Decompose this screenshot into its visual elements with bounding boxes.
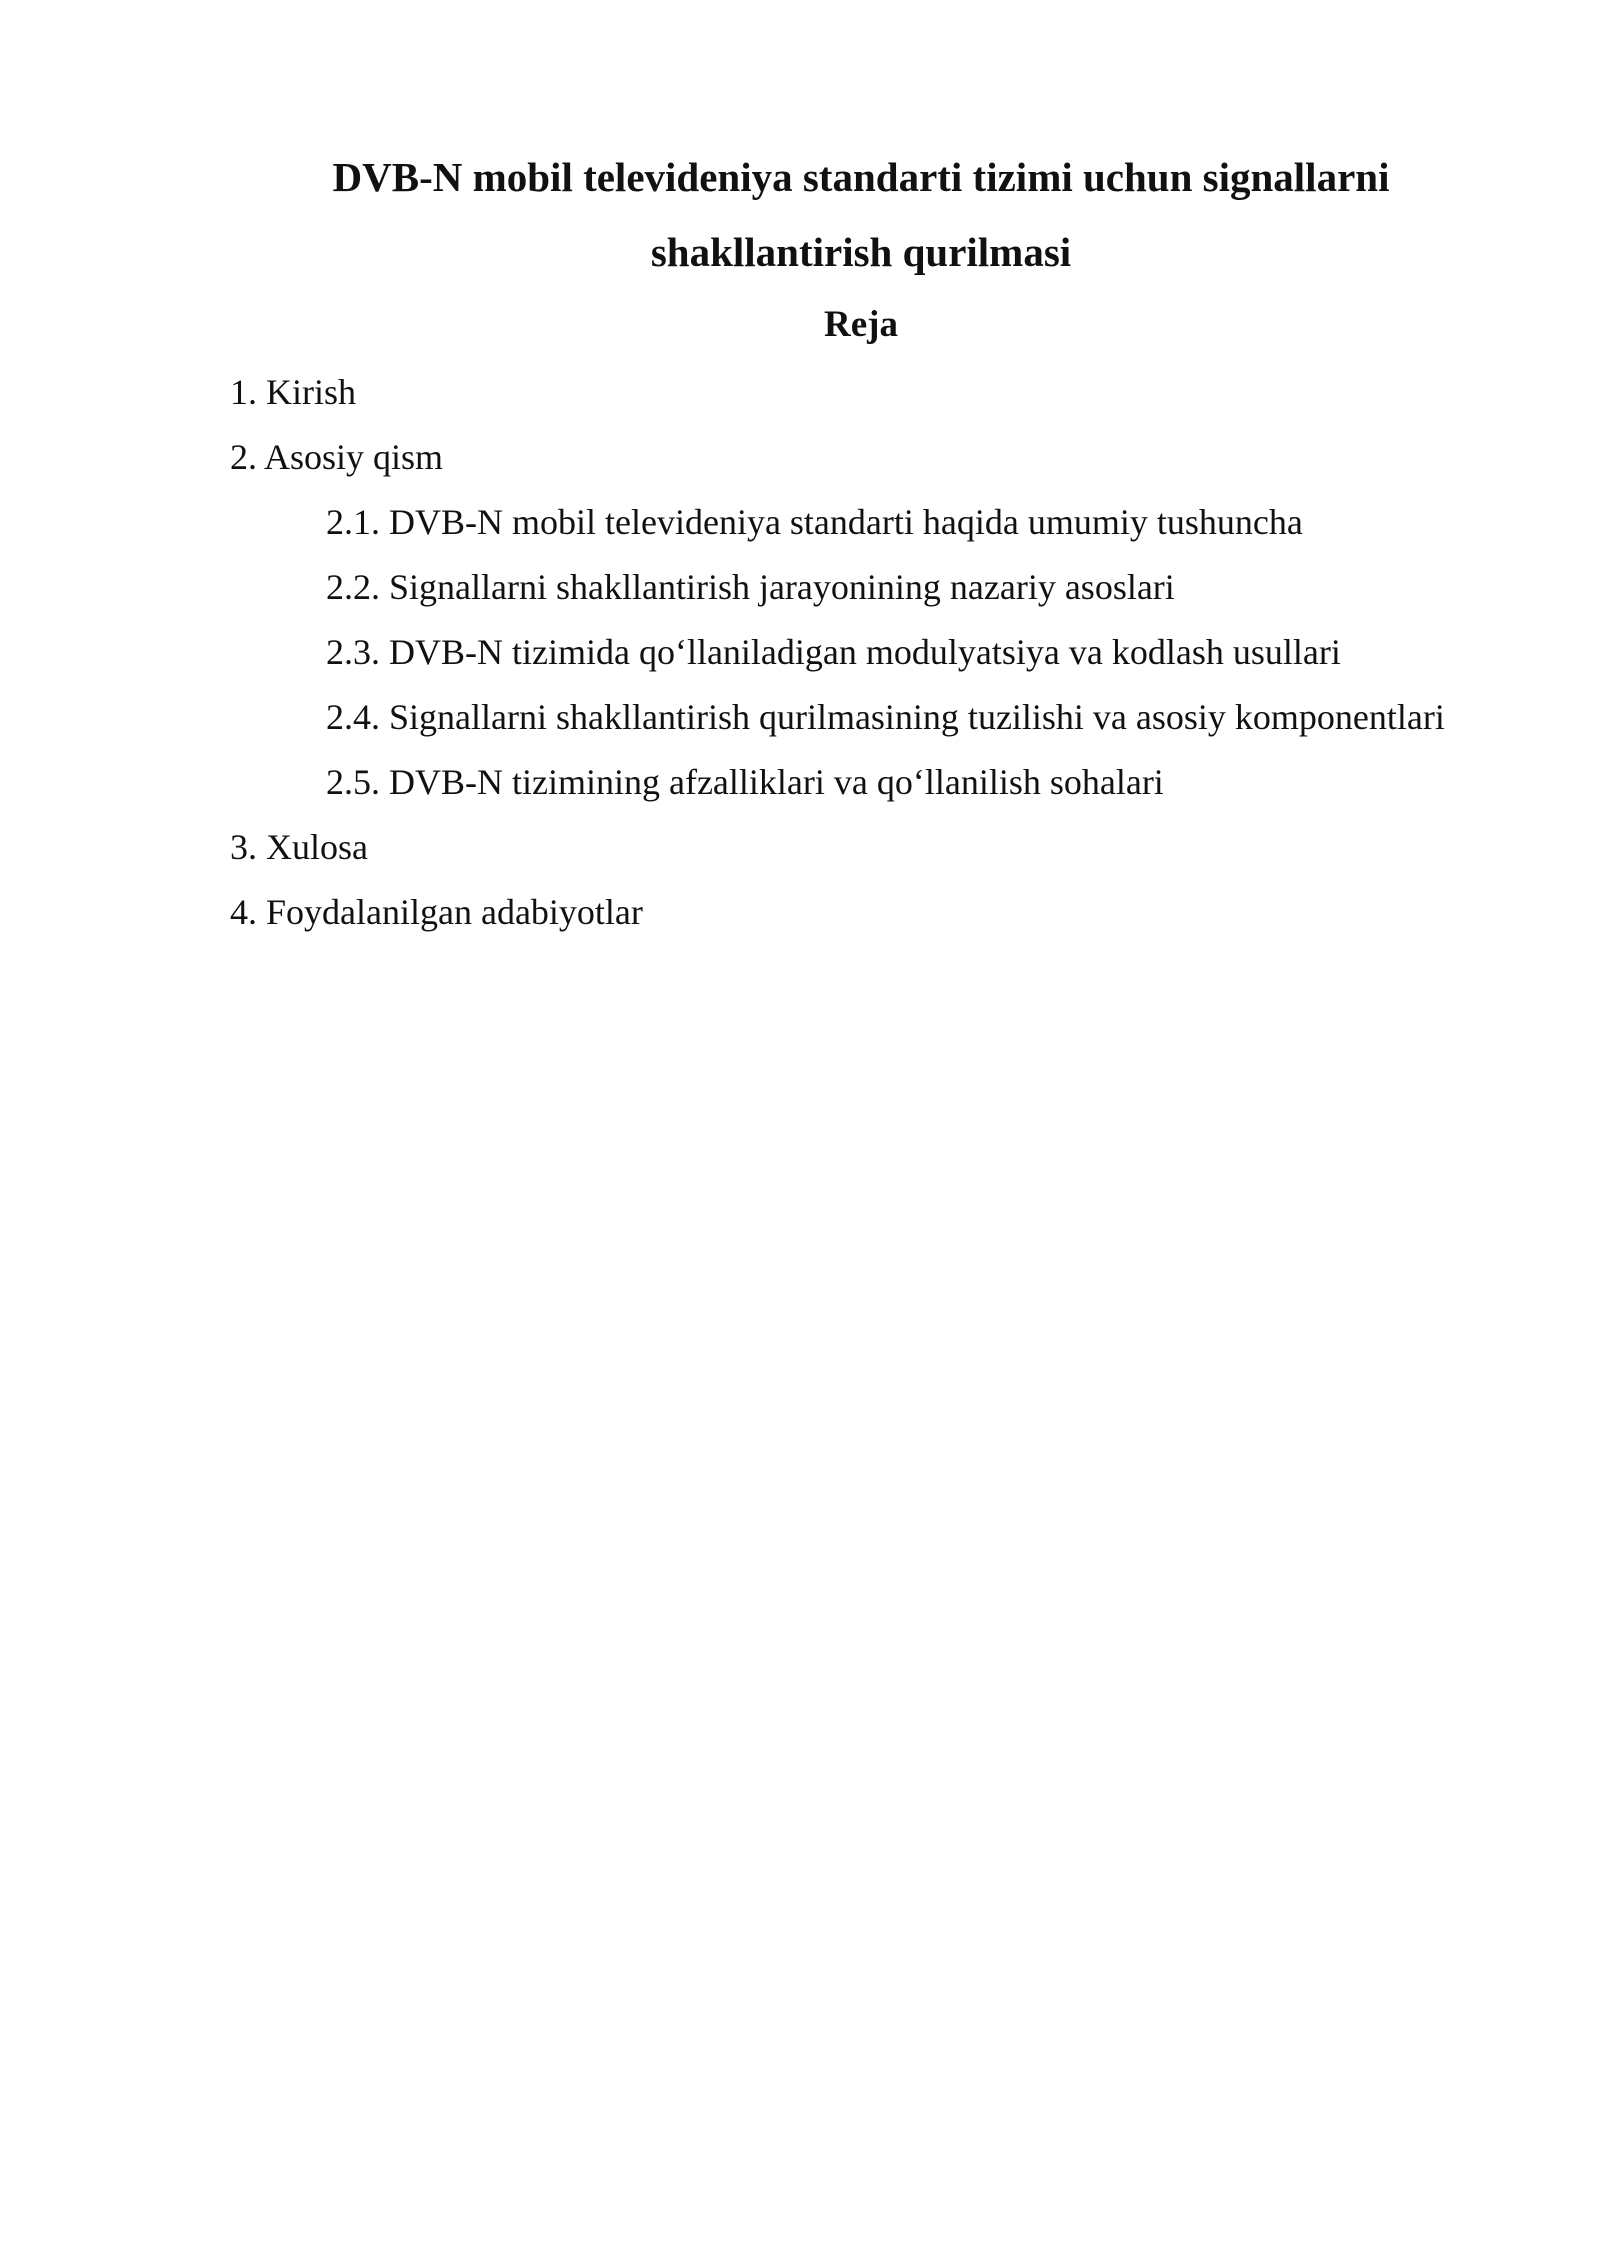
plan-heading: Reja (824, 304, 898, 345)
plan-item-conclusion: 3. Xulosa (230, 827, 368, 867)
plan-item-2-5: 2.5. DVB-N tizimining afzalliklari va qo‘llanilish sohalari (326, 762, 1164, 802)
plan-item-2-4: 2.4. Signallarni shakllantirish qurilmasining tuzilishi va asosiy komponentlari (326, 697, 1445, 737)
document-title-line-1: DVB-N mobil televideniya standarti tizimi uchun signallarni (332, 154, 1390, 200)
document-title-line-2: shakllantirish qurilmasi (650, 229, 1072, 275)
plan-item-references: 4. Foydalanilgan adabiyotlar (230, 892, 643, 932)
plan-item-main-part: 2. Asosiy qism (230, 437, 444, 477)
plan-item-2-2: 2.2. Signallarni shakllantirish jarayonining nazariy asoslari (326, 567, 1175, 607)
plan-item-2-3: 2.3. DVB-N tizimida qo‘llaniladigan modulyatsiya va kodlash usullari (326, 632, 1341, 672)
document-title (230, 140, 1492, 290)
plan-item-introduction: 1. Kirish (230, 372, 356, 412)
plan-list (230, 360, 1492, 945)
document-content (230, 140, 1492, 945)
plan-item-2-1: 2.1. DVB-N mobil televideniya standarti haqida umumiy tushuncha (326, 502, 1303, 542)
